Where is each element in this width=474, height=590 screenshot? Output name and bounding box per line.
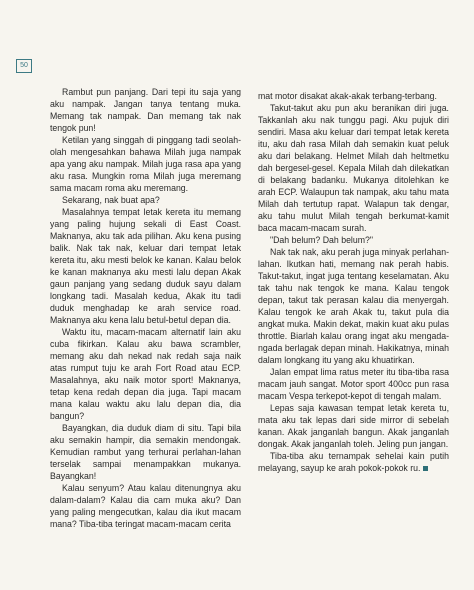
paragraph: Ketilan yang singgah di pinggang tadi seolah-olah mengesahkan bahawa Milah juga nampak apa yang aku nampak. Milah juga rasa apa yang aku rasa. Mungkin roma Milah juga meremang sama macam roma aku meremang.	[50, 135, 241, 193]
paragraph: mat motor disakat akak-akak terbang-terbang.	[258, 91, 437, 101]
left-column	[50, 86, 241, 530]
paragraph: Bayangkan, dia duduk diam di situ. Tapi bila aku semakin hampir, dia semakin mendongak. Kemudian rambut yang terhurai perlahan-lahan terselak sampai menampakkan mukanya. Bayangkan!	[50, 423, 241, 481]
paragraph: Kalau senyum? Atau kalau ditenungnya aku dalam-dalam? Kalau dia cam muka aku? Dan yang paling mengecutkan, kalau dia ikut macam mana? Tiba-tiba teringat macam-macam cerita	[50, 483, 241, 529]
paragraph: Waktu itu, macam-macam alternatif lain aku cuba fikirkan. Kalau aku bawa scrambler, memang aku dah nekad nak redah saja naik atas rumput tuju ke arah Fort Road atau ECP. Masalahnya, aku naik motor sport! Maknanya, tetap kena redah depan dia juga. Tapi macam mana kalau waktu aku lalu depan dia, dia bangun?	[50, 327, 241, 421]
right-column	[258, 90, 449, 474]
paragraph: Sekarang, nak buat apa?	[62, 195, 160, 205]
paragraph: Masalahnya tempat letak kereta itu memang yang paling hujung sekali di East Coast. Maknanya, aku tak ada pilihan. Aku kena pusing balik. Nak tak nak, keluar dari tempat letak kereta itu, aku mesti belok ke kanan. Kalau belok ke kanan maknanya aku mesti lalu depan Akak gaun panjang yang sedang duduk sayu dalam longkang tadi. Masalah kedua, Akak itu tadi duduk menghadap ke arah service road. Maknanya aku kena lalu betul-betul depan dia.	[50, 207, 241, 325]
paragraph: Lepas saja kawasan tempat letak kereta tu, mata aku tak lepas dari side mirror di sebelah kanan. Akak janganlah bangun. Akak janganlah dongak. Akak janganlah toleh. Jeling pun jangan.	[258, 403, 449, 449]
final-paragraph	[258, 450, 449, 474]
page-number: 50	[16, 59, 32, 73]
paragraph: Rambut pun panjang. Dari tepi itu saja yang aku nampak. Jangan tanya tentang muka. Memang tak nampak. Dan memang tak nak tengok pun!	[50, 87, 241, 133]
paragraph: "Dah belum? Dah belum?"	[270, 235, 374, 245]
paragraph-text: Tiba-tiba aku ternampak sehelai kain putih melayang, sayup ke arah pokok-pokok ru.	[258, 451, 449, 473]
end-mark-icon	[423, 466, 428, 471]
paragraph: Nak tak nak, aku perah juga minyak perlahan-lahan. Ikutkan hati, memang nak perah habis. Takut-takut, ingat juga tentang keselamatan. Aku tak tahu nak tengok ke mana. Kalau tengok depan, takut tak perasan kalau dia menyergah. Kalau tengok ke arah Akak tu, takut pula dia angkat muka. Makin dekat, makin kuat aku pulas throttle. Biarlah kalau orang ingat aku mengada-ngada berlagak depan minah. Hakikatnya, minah dalam longkang itu yang aku khuatirkan.	[258, 247, 449, 365]
paragraph: Takut-takut aku pun aku beranikan diri juga. Takkanlah aku nak tunggu pagi. Aku pujuk diri sendiri. Masa aku keluar dari tempat letak kereta itu, aku dah rasa Milah dah semakin kuat peluk aku dari belakang. Helmet Milah dah heltmetku dah bergesel-gesel. Kepala Milah dah dilekatkan di belakang badanku. Mukanya ditolehkan ke arah ECP. Walaupun tak nampak, aku tahu mata Milah dah tertutup rapat. Walapun tak dengar, aku tahu mulut Milah tengah berkumat-kamit baca macam-macam surah.	[258, 103, 449, 233]
paragraph: Jalan empat lima ratus meter itu tiba-tiba rasa macam jauh sangat. Motor sport 400cc pun rasa macam Vespa terkepot-kepot di tengah malam.	[258, 367, 449, 401]
